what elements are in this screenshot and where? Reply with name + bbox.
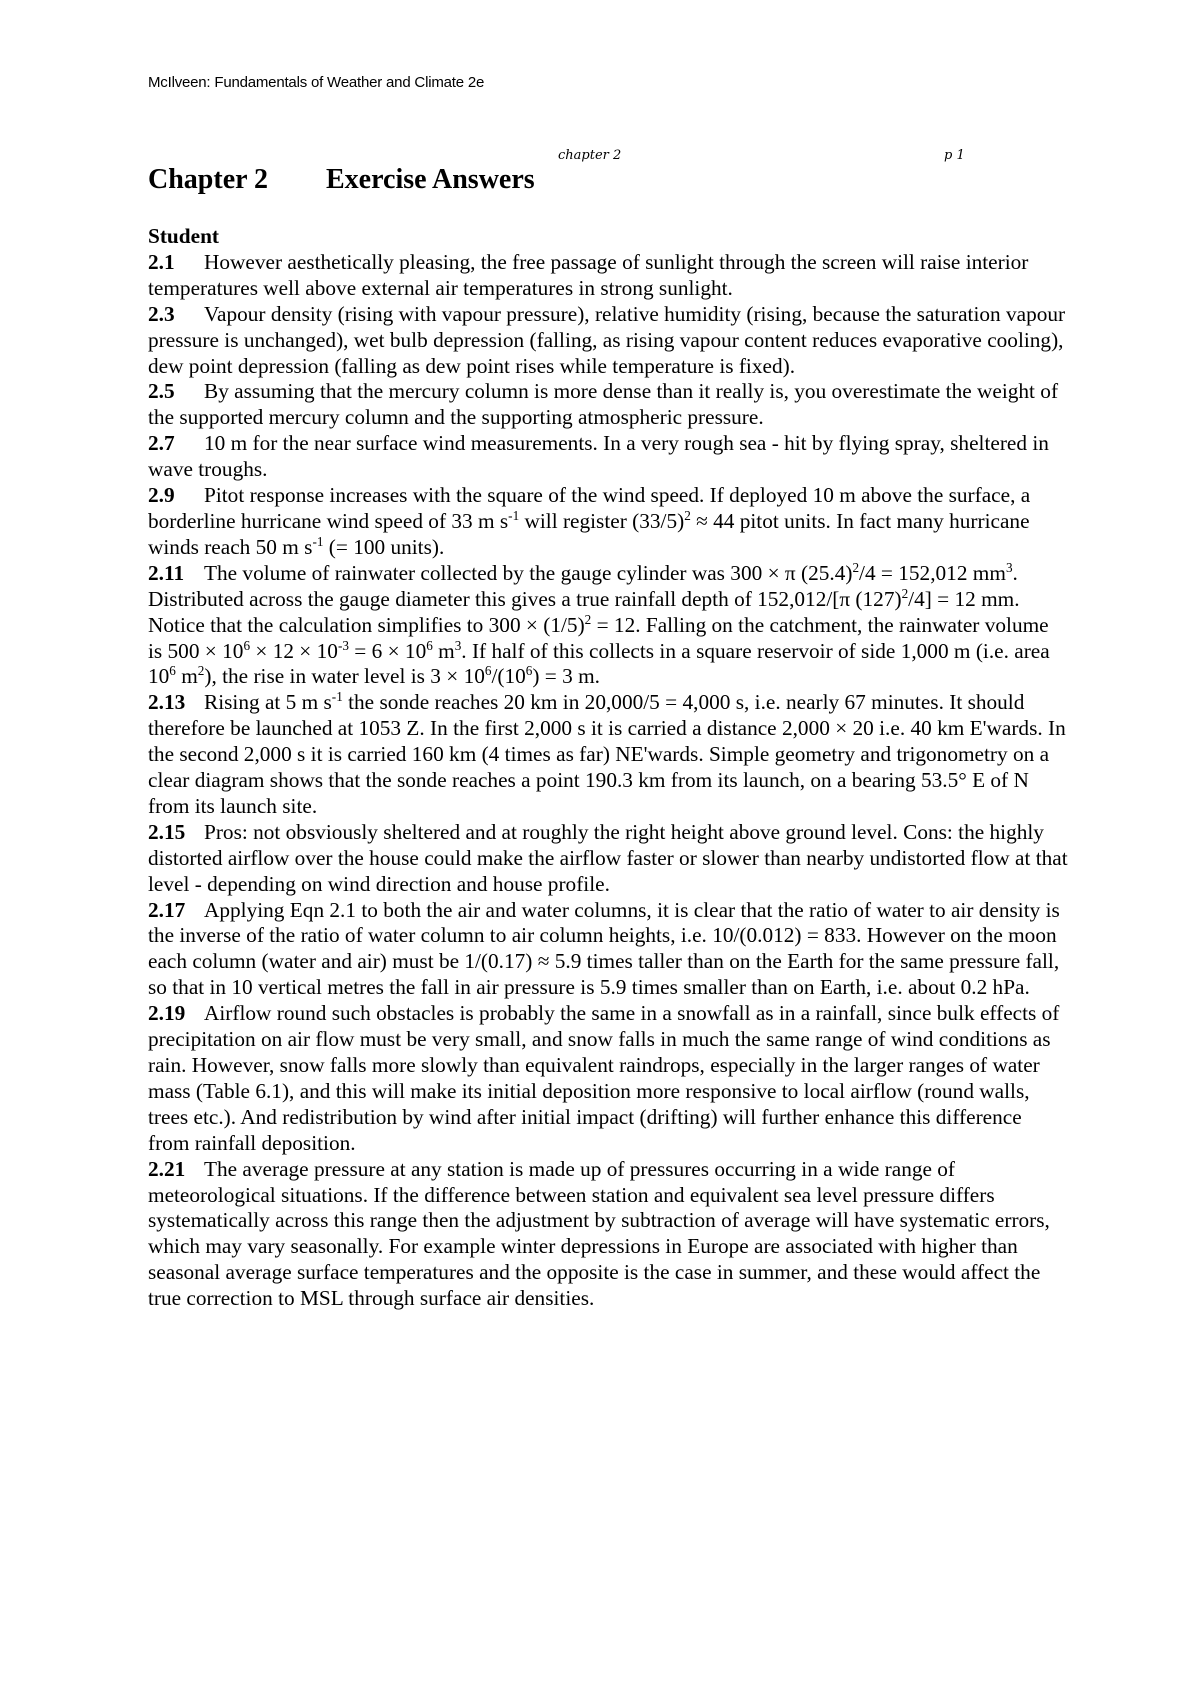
answer-item bbox=[148, 820, 1068, 898]
superscript: 6 bbox=[169, 663, 176, 679]
answer-text: (= 100 units). bbox=[323, 534, 445, 559]
superscript: 2 bbox=[684, 507, 691, 523]
answer-item bbox=[148, 431, 1068, 483]
answer-number: 2.17 bbox=[148, 897, 186, 922]
superscript: 2 bbox=[901, 585, 909, 601]
answer-text: ) = 3 m. bbox=[532, 664, 601, 689]
superscript: -1 bbox=[312, 533, 324, 549]
answer-number: 2.19 bbox=[148, 1001, 186, 1026]
section-label: Student bbox=[148, 224, 220, 248]
answer-number: 2.21 bbox=[148, 1156, 186, 1181]
chapter-number: Chapter 2 bbox=[148, 164, 269, 195]
answer-number: 2.11 bbox=[148, 560, 185, 585]
answer-number: 2.3 bbox=[148, 301, 175, 326]
superscript: 2 bbox=[852, 559, 860, 575]
answer-number: 2.15 bbox=[148, 819, 186, 844]
answer-item bbox=[148, 690, 1068, 820]
answer-text: /(10 bbox=[491, 664, 526, 689]
answer-number: 2.9 bbox=[148, 483, 175, 508]
answer-text: Pitot response increases with the square of the wind speed. If deployed 10 m above the surface, a borderline hurricane wind speed of 33 m s bbox=[148, 483, 1031, 533]
answer-text: Pros: not obsviously sheltered and at roughly the right height above ground level. Cons: the highly distorted airflow over the house could make the airflow faster or slower than nearby undistorted flow at that level - depending on wind direction and house profile. bbox=[148, 819, 1068, 896]
answer-text: The volume of rainwater collected by the gauge cylinder was 300 × π (25.4) bbox=[204, 560, 853, 585]
superscript: 6 bbox=[243, 637, 251, 653]
answer-text: ), the rise in water level is 3 × 10 bbox=[204, 664, 485, 689]
answer-text: Applying Eqn 2.1 to both the air and water columns, it is clear that the ratio of water to air density is the inverse of the ratio of water column to air column heights, i.e. 10/(0.012) = 833. However on the moon each column (water and air) must be 1/(0.17) ≈ 5.9 times taller than on the Earth for the same pressure fall, so that in 10 vertical metres the fall in air pressure is 5.9 times smaller than on Earth, i.e. about 0.2 hPa. bbox=[148, 897, 1060, 1000]
answer-item bbox=[148, 250, 1068, 302]
answer-item bbox=[148, 302, 1068, 380]
superscript: 2 bbox=[584, 611, 592, 627]
answer-item bbox=[148, 1157, 1068, 1312]
answer-text: = 12. Falling on the catchment, the rainwater volume is 500 × 10 bbox=[148, 612, 1049, 663]
answer-list bbox=[148, 250, 1068, 1312]
answer-text: The average pressure at any station is made up of pressures occurring in a wide range of meteorological situations. If the difference between station and equivalent sea level pressure differs systematically across this range then the adjustment by subtraction of average will have systematic errors, which may vary seasonally. For example winter depressions in Europe are associated with higher than seasonal average surface temperatures and the opposite is the case in summer, and these would affect the true correction to MSL through surface air densities. bbox=[148, 1156, 1050, 1311]
answer-text: /4] = 12 mm. Notice that the calculation simplifies to 300 × (1/5) bbox=[148, 586, 1020, 637]
answer-text: ≈ 44 pitot units. In fact many hurricane winds reach 50 m s bbox=[148, 508, 1030, 559]
chapter-title bbox=[148, 164, 535, 196]
superscript: 6 bbox=[426, 637, 433, 653]
answer-item bbox=[148, 483, 1068, 561]
answer-text: . If half of this collects in a square reservoir of side 1,000 m (i.e. area 10 bbox=[148, 638, 1050, 689]
superscript: -1 bbox=[508, 507, 520, 523]
superscript: 3 bbox=[1005, 559, 1013, 575]
answer-text: /4 = 152,012 mm bbox=[859, 560, 1006, 585]
answer-text: the sonde reaches 20 km in 20,000/5 = 4,000 s, i.e. nearly 67 minutes. It should therefore be launched at 1053 Z. In the first 2,000 s it is carried a distance 2,000 × 20 i.e. 40 km E'wards. In the second 2,000 s it is carried 160 km (4 times as far) NE'wards. Simple geometry and trigonometry on a clear diagram shows that the sonde reaches a point 190.3 km from its launch, on a bearing 53.5° E of N from its launch site. bbox=[148, 690, 1066, 818]
answer-text: will register (33/5) bbox=[519, 508, 685, 533]
answer-text: However aesthetically pleasing, the free passage of sunlight through the screen will raise interior temperatures well above external air temperatures in strong sunlight. bbox=[148, 249, 1029, 300]
superscript: 2 bbox=[197, 663, 205, 679]
superscript: -1 bbox=[331, 689, 343, 705]
answer-item bbox=[148, 898, 1068, 1002]
answer-text: Airflow round such obstacles is probably the same in a snowfall as in a rainfall, since bulk effects of precipitation on air flow must be very small, and snow falls in much the same range of wind conditions as rain. However, snow falls more slowly than equivalent raindrops, especially in the larger ranges of water mass (Table 6.1), and this will make its initial deposition more responsive to local airflow (round walls, trees etc.). And redistribution by wind after initial impact (drifting) will further enhance this difference from rainfall deposition. bbox=[148, 1001, 1060, 1155]
answer-text: By assuming that the mercury column is more dense than it really is, you overestimate the weight of the supported mercury column and the supporting atmospheric pressure. bbox=[148, 379, 1059, 430]
answer-text: Rising at 5 m s bbox=[204, 690, 332, 715]
superscript: 6 bbox=[484, 663, 492, 679]
answer-text: × 12 × 10 bbox=[250, 638, 338, 663]
chapter-name: Exercise Answers bbox=[326, 164, 535, 195]
answer-text: m bbox=[432, 638, 455, 663]
answer-text: m bbox=[175, 664, 198, 689]
answer-number: 2.1 bbox=[148, 249, 175, 274]
superscript: 6 bbox=[525, 663, 533, 679]
answer-item bbox=[148, 379, 1068, 431]
answer-number: 2.13 bbox=[148, 690, 186, 715]
answer-item bbox=[148, 561, 1068, 691]
answer-text: = 6 × 10 bbox=[348, 638, 427, 663]
running-header: McIlveen: Fundamentals of Weather and Climate 2e bbox=[148, 74, 485, 91]
answer-text: . Distributed across the gauge diameter this gives a true rainfall depth of 152,012/[π (127) bbox=[148, 560, 1018, 611]
superscript: -3 bbox=[337, 637, 349, 653]
chapter-label: chapter 2 bbox=[558, 148, 622, 163]
answers-body bbox=[148, 224, 1068, 1312]
page-number: p 1 bbox=[944, 148, 965, 163]
answer-item bbox=[148, 1001, 1068, 1156]
answer-number: 2.5 bbox=[148, 379, 175, 404]
answer-number: 2.7 bbox=[148, 431, 175, 456]
answer-text: 10 m for the near surface wind measurements. In a very rough sea - hit by flying spray, sheltered in wave troughs. bbox=[148, 431, 1049, 482]
answer-text: Vapour density (rising with vapour pressure), relative humidity (rising, because the saturation vapour pressure is unchanged), wet bulb depression (falling, as rising vapour content reduces evaporative cooling), dew point depression (falling as dew point rises while temperature is fixed). bbox=[148, 301, 1066, 378]
superscript: 3 bbox=[454, 637, 462, 653]
